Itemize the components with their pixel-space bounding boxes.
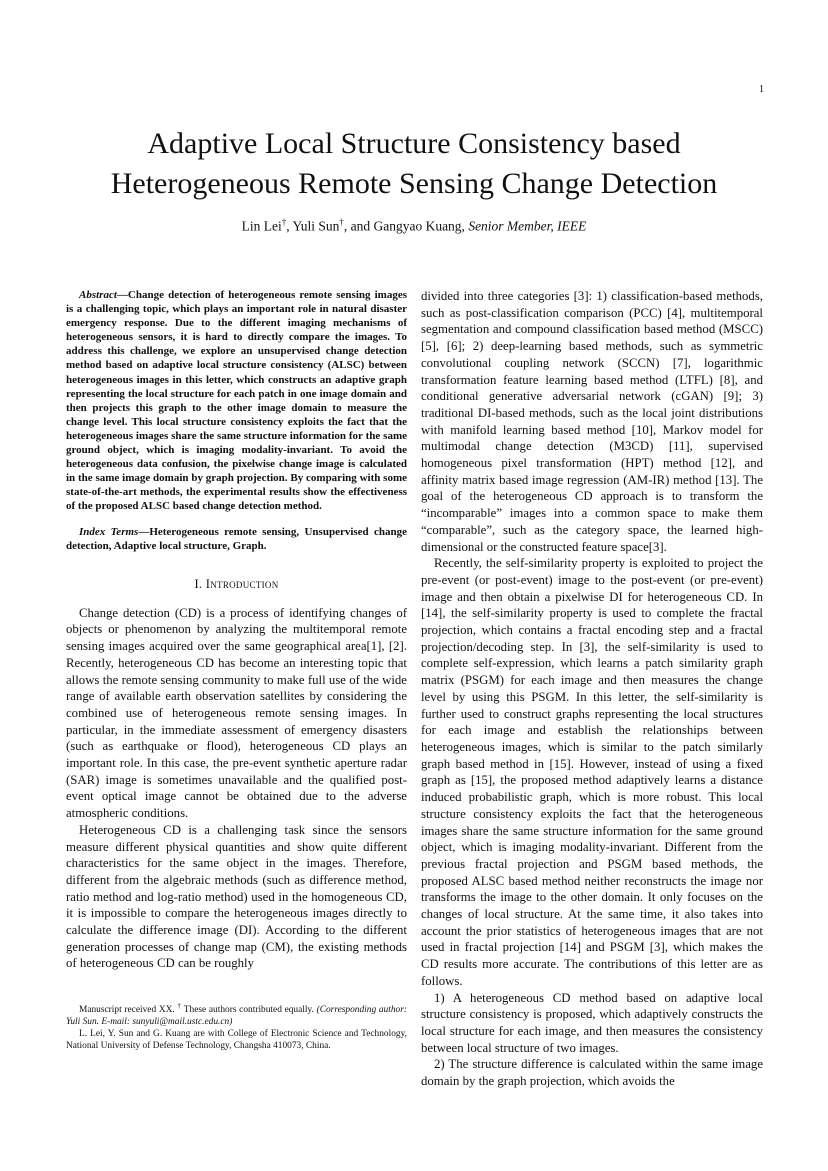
right-column (421, 288, 763, 1090)
footnote-mark: † (177, 1002, 182, 1010)
author-list (40, 217, 788, 235)
abstract-label: Abstract (79, 289, 117, 301)
footnote-affiliation: L. Lei, Y. Sun and G. Kuang are with College of Electronic Science and Technology, National University of Defense Technology, Changsha 410073, China. (66, 1029, 407, 1052)
left-column (66, 288, 407, 972)
author-yuli-sun: , Yuli Sun (286, 218, 340, 234)
title-line-2: Heterogeneous Remote Sensing Change Detection (110, 167, 718, 200)
footnotes (66, 1000, 407, 1052)
intro-paragraph-1: Change detection (CD) is a process of identifying changes of objects or phenomenon by analyzing the multitemporal remote sensing images acquired over the same geographical area[1], [2]. Recently, heterogeneous CD has become an interesting topic that allows the remote sensing community to make full use of the wide range of available earth observation satellites by considering the combined use of heterogeneous remote sensing images. In particular, in the immediate assessment of emergency disasters (such as earthquake or flood), heterogeneous CD plays an important role. In this case, the pre-event synthetic aperture radar (SAR) image is sometimes unavailable and the qualified post-event optical image cannot be obtained due to the adverse atmospheric conditions. (66, 605, 407, 821)
index-terms-text: —Heterogeneous remote sensing, Unsupervised change detection, Adaptive local structure, Graph. (66, 525, 407, 552)
contribution-item-1: 1) A heterogeneous CD method based on adaptive local structure consistency is proposed, which adaptively constructs the local structure for each image, and then measures the consistency between local structure of two images. (421, 990, 763, 1055)
title-line-1: Adaptive Local Structure Consistency based (147, 127, 681, 160)
paper-title (40, 124, 788, 204)
page-number: 1 (759, 84, 764, 95)
abstract (66, 288, 407, 514)
body-paragraph-categories: divided into three categories [3]: 1) classification-based methods, such as post-classification comparison (PCC) [4], multitemporal segmentation and compound classification based method (MSCC) [5], [6]; 2) deep-learning based methods, such as symmetric convolutional coupling network (SCCN) [7], logarithmic transformation feature learning based method (LTFL) [8], and conditional generative adversarial network (cGAN) [9]; 3) traditional DI-based methods, such as the local joint distributions with manifold learning based method [10], Markov model for multimodal change detection (M3CD) [11], supervised homogeneous pixel transformation (HPT) method [12], and affinity matrix based image regression (AM-IR) method [13]. The goal of the heterogeneous CD approach is to transform the “incomparable” images into a common space to make them “comparable”, such as the category space, the learned high-dimensional or the constructed feature space[3]. (421, 289, 763, 554)
section-heading-introduction: I. Introduction (194, 576, 279, 591)
contribution-item-2: 2) The structure difference is calculated within the same image domain by the graph projection, which avoids the (421, 1057, 763, 1089)
footnote-received-text: Manuscript received XX. (79, 1005, 178, 1016)
footnote-equal-text: These authors contributed equally. (181, 1005, 317, 1016)
equal-contribution-mark: † (281, 217, 287, 227)
body-paragraph-self-similarity: Recently, the self-similarity property is exploited to project the pre-event (or post-event) image to the post-event (or pre-event) image and then obtain a pixelwise DI for heterogeneous CD. In [14], the self-similarity property is used to complete the fractal projection, which contains a fractal encoding step and a fractal projection/decoding step. In [3], the self-similarity is used to complete self-expression, which learns a patch similarity graph matrix (PSGM) for each image and then measures the change level by using this PSGM. In this letter, the self-similarity is further used to construct graphs representing the local structures for each image and establish the relationships between heterogeneous images, which is similar to the patch similarly graph based method in [15]. However, instead of using a fixed graph as [15], the proposed method adaptively learns a distance induced probabilistic graph, which is more robust. This local structure consistency exploits the fact that the heterogeneous images share the same structure information for the same ground object, which is imaging modality-invariant. Different from the previous fractal projection and PSGM based methods, the proposed ALSC based method neither reconstructs the image nor transforms the image to the other domain. It only focuses on the changes of local structure. At the same time, it also takes into account the prior statistics of heterogeneous images that are not used in fractal projection [14] and PSGM [3], which makes the CD results more accurate. The contributions of this letter are as follows. (421, 556, 763, 988)
index-terms (66, 525, 407, 553)
abstract-text: —Change detection of heterogeneous remote sensing images is a challenging topic, which plays an important role in natural disaster emergency response. Due to the different imaging mechanisms of heterogeneous sensors, it is hard to directly compare the images. To address this challenge, we explore an unsupervised change detection method based on adaptive local structure consistency (ALSC) between heterogeneous images in this letter, which constructs an adaptive graph representing the local structure for each patch in one image domain and then projects this graph to the other image domain to measure the change level. This local structure consistency exploits the fact that the heterogeneous images share the same structure information for the same ground object, which is imaging modality-invariant. To avoid the heterogeneous data confusion, the pixelwise change image is calculated in the same image domain by graph projection. By comparing with some state-of-the-art methods, the experimental results show the effectiveness of the proposed ALSC based change detection method. (66, 289, 407, 513)
author-lin-lei: Lin Lei (241, 218, 282, 234)
equal-contribution-mark: † (339, 217, 344, 227)
footnote-manuscript (66, 1000, 407, 1028)
footnote-corresponding-author: (Corresponding author: Yuli Sun. E-mail: sunyuli@mail.ustc.edu.cn) (66, 1005, 407, 1028)
author-role: Senior Member, IEEE (468, 218, 587, 234)
intro-paragraph-2: Heterogeneous CD is a challenging task since the sensors measure different physical quantities and show quite different characteristics for the same object in the images. Therefore, different from the algebraic methods (such as difference method, ratio method and log-ratio method) used in the homogeneous CD, it is impossible to compare the heterogeneous images directly to calculate the difference image (DI). According to the different generation processes of change map (CM), the existing methods of heterogeneous CD can be roughly (66, 822, 407, 971)
author-gangyao-kuang: , and Gangyao Kuang, (343, 218, 469, 234)
index-terms-label: Index Terms (79, 525, 139, 538)
